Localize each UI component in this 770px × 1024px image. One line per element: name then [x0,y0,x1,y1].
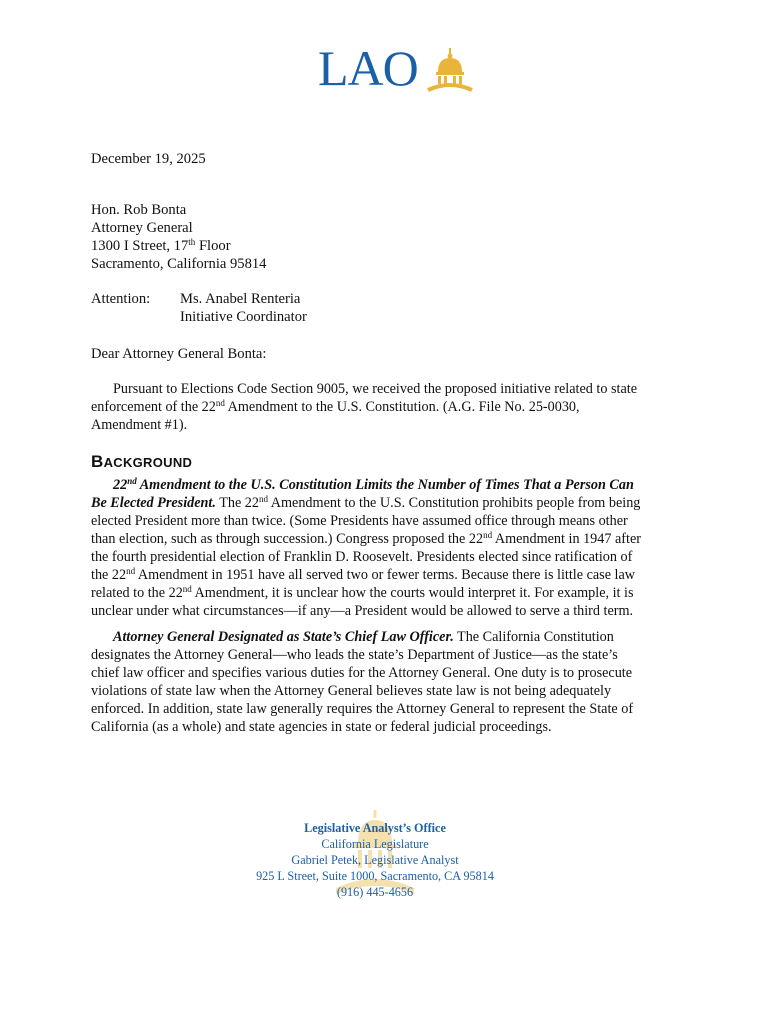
addressee-city: Sacramento, California 95814 [91,256,267,272]
section-heading-background: BACKGROUND [91,452,193,471]
salutation: Dear Attorney General Bonta: [91,346,267,362]
paragraph-heading: Attorney General Designated as State’s Chief Law Officer. [113,629,454,645]
paragraph-attorney-general: Attorney General Designated as State’s Chief Law Officer. The California Constitution designates the Attorney General—who leads the state’s Department of Justice—as the state’s chief law officer and specifies various duties for the Attorney General. One duty is to prosecute violations of state law when the Attorney General believes state law is not being adequately enforced. In addition, state law generally requires the Attorney General to represent the State of California (as a whole) and state agencies in state or federal judicial proceedings. [91,629,634,735]
footer-legislature: California Legislature [321,837,429,851]
lao-logo [318,40,478,96]
addressee-name: Hon. Rob Bonta [91,202,187,218]
attention-label: Attention: [91,291,151,307]
letterhead-footer [240,820,510,900]
logo-text: LAO [318,40,418,96]
attention-title: Initiative Coordinator [180,309,307,325]
capitol-dome-icon [426,46,474,94]
paragraph-heading: 22nd Amendment to the U.S. Constitution Limits the Number of Times That a Person Can [113,476,634,493]
footer-address: 925 L Street, Suite 1000, Sacramento, CA 95814 [256,869,494,883]
paragraph-22nd-amendment: 22nd Amendment to the U.S. Constitution Limits the Number of Times That a Person Can Be Elected President. The 22nd Amendment to the U.S. Constitution prohibits people from being elected President more than twice. (Some Presidents have assumed office through means other than election, such as through succession.) Congress proposed the 22nd Amendment in 1947 after the fourth presidential election of Franklin D. Roosevelt. Presidents elected since ratification of the 22nd Amendment in 1951 have all served two or fewer terms. Because there is little case law related to the 22nd Amendment, it is unclear how the courts would interpret it. For example, it is unclear under what circumstances—if any—a President would be allowed to serve a third term. [91,476,691,620]
footer-analyst: Gabriel Petek, Legislative Analyst [291,853,459,867]
footer-phone: (916) 445-4656 [336,885,414,899]
intro-paragraph: Pursuant to Elections Code Section 9005, we received the proposed initiative related to state enforcement of the 22nd Amendment to the U.S. Constitution. (A.G. File No. 25-0030, Amendment #1). [91,381,638,433]
letter-date: December 19, 2025 [91,151,206,167]
addressee-street: 1300 I Street, 17th Floor [91,237,231,254]
footer-office: Legislative Analyst’s Office [304,821,446,835]
addressee-title: Attorney General [91,220,193,236]
addressee-block [91,201,266,273]
attention-name: Ms. Anabel Renteria [180,291,301,307]
